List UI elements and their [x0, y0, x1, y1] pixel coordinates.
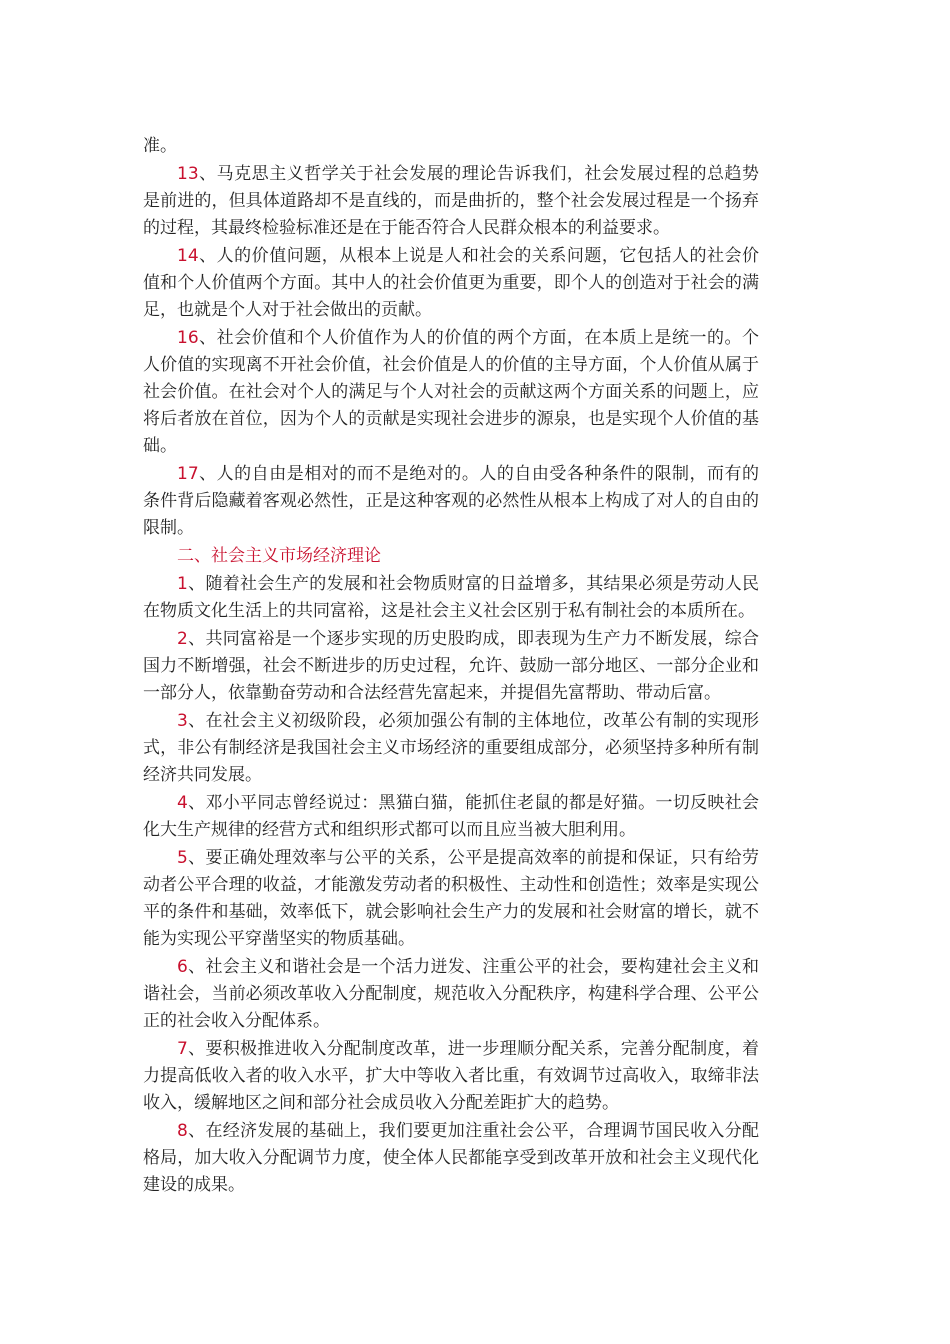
item-text: 、随着社会生产的发展和社会物质财富的日益增多，其结果必须是劳动人民在物质文化生活上的共同富裕，这是社会主义社会区别于私有制社会的本质所在。 — [143, 574, 759, 621]
item-text: 、邓小平同志曾经说过：黑猫白猫，能抓住老鼠的都是好猫。一切反映社会化大生产规律的经营方式和组织形式都可以而且应当被大胆利用。 — [143, 793, 759, 840]
list-item — [143, 708, 759, 789]
list-item — [143, 1118, 759, 1199]
item-number: 1 — [177, 574, 188, 594]
continuation-text: 准。 — [143, 136, 177, 156]
item-text: 、社会价值和个人价值作为人的价值的两个方面，在本质上是统一的。个人价值的实现离不开社会价值，社会价值是人的价值的主导方面，个人价值从属于社会价值。在社会对个人的满足与个人对社会的贡献这两个方面关系的问题上，应将后者放在首位，因为个人的贡献是实现社会进步的源泉，也是实现个人价值的基础。 — [143, 328, 759, 456]
list-item — [143, 325, 759, 460]
item-number: 5 — [177, 848, 188, 868]
list-item — [143, 461, 759, 542]
item-text: 、社会主义和谐社会是一个活力迸发、注重公平的社会，要构建社会主义和谐社会，当前必须改革收入分配制度，规范收入分配秩序，构建科学合理、公平公正的社会收入分配体系。 — [143, 957, 759, 1031]
item-text: 、要积极推进收入分配制度改革，进一步理顺分配关系，完善分配制度，着力提高低收入者的收入水平，扩大中等收入者比重，有效调节过高收入，取缔非法收入，缓解地区之间和部分社会成员收入分配差距扩大的趋势。 — [143, 1039, 759, 1113]
item-number: 6 — [177, 957, 188, 977]
section-heading: 二、社会主义市场经济理论 — [177, 546, 381, 566]
list-item — [143, 626, 759, 707]
list-item — [143, 161, 759, 242]
list-item — [143, 571, 759, 625]
list-item — [143, 954, 759, 1035]
item-number: 16 — [177, 328, 199, 348]
list-item — [143, 1036, 759, 1117]
item-text: 、共同富裕是一个逐步实现的历史股昀成，即表现为生产力不断发展，综合国力不断增强，社会不断进步的历史过程，允许、鼓励一部分地区、一部分企业和一部分人，依靠勤奋劳动和合法经营先富起来，并提倡先富帮助、带动后富。 — [143, 629, 759, 703]
item-text: 、在社会主义初级阶段，必须加强公有制的主体地位，改革公有制的实现形式，非公有制经济是我国社会主义市场经济的重要组成部分，必须坚持多种所有制经济共同发展。 — [143, 711, 759, 785]
item-number: 8 — [177, 1121, 188, 1141]
item-number: 17 — [177, 464, 199, 484]
list-item — [143, 790, 759, 844]
item-text: 、马克思主义哲学关于社会发展的理论告诉我们，社会发展过程的总趋势是前进的，但具体道路却不是直线的，而是曲折的，整个社会发展过程是一个扬弃的过程，其最终检验标准还是在于能否符合人民群众根本的利益要求。 — [143, 164, 759, 238]
item-text: 、要正确处理效率与公平的关系，公平是提高效率的前提和保证，只有给劳动者公平合理的收益，才能激发劳动者的积极性、主动性和创造性；效率是实现公平的条件和基础，效率低下，就会影响社会生产力的发展和社会财富的增长，就不能为实现公平穿凿坚实的物质基础。 — [143, 848, 759, 949]
item-number: 7 — [177, 1039, 188, 1059]
item-number: 13 — [177, 164, 199, 184]
item-text: 、在经济发展的基础上，我们要更加注重社会公平，合理调节国民收入分配格局，加大收入分配调节力度，使全体人民都能享受到改革开放和社会主义现代化建设的成果。 — [143, 1121, 759, 1195]
item-text: 、人的自由是相对的而不是绝对的。人的自由受各种条件的限制，而有的条件背后隐藏着客观必然性，正是这种客观的必然性从根本上构成了对人的自由的限制。 — [143, 464, 759, 538]
item-text: 、人的价值问题，从根本上说是人和社会的关系问题，它包括人的社会价值和个人价值两个方面。其中人的社会价值更为重要，即个人的创造对于社会的满足，也就是个人对于社会做出的贡献。 — [143, 246, 759, 320]
list-item — [143, 845, 759, 953]
list-item — [143, 243, 759, 324]
document-body — [143, 133, 759, 1200]
item-number: 3 — [177, 711, 188, 731]
item-number: 2 — [177, 629, 188, 649]
item-number: 4 — [177, 793, 188, 813]
item-number: 14 — [177, 246, 199, 266]
